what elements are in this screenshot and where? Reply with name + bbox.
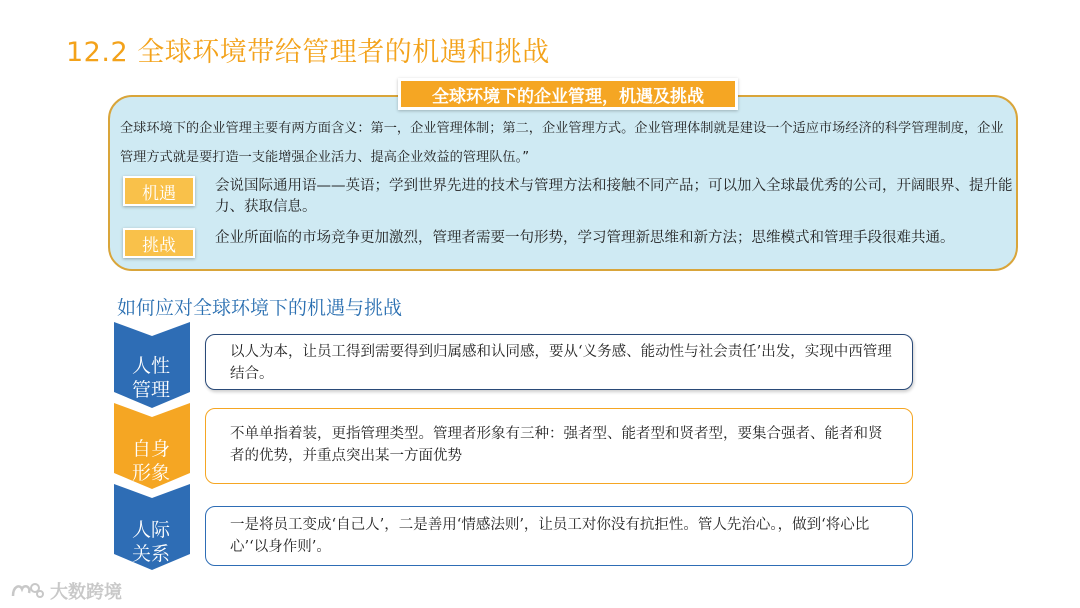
- strategy-box-human: [205, 334, 913, 390]
- panel-header: 全球环境下的企业管理，机遇及挑战: [398, 78, 738, 110]
- watermark-logo-icon: [10, 581, 44, 601]
- opportunity-text: 会说国际通用语——英语；学到世界先进的技术与管理方法和接触不同产品；可以加入全球最优秀的公司，开阔眼界、提升能力、获取信息。: [215, 178, 1013, 215]
- strategy-label-human: 人性 管理: [131, 355, 170, 401]
- strategy-label-relations: 人际 关系: [131, 519, 170, 565]
- challenge-tag: 挑战: [123, 228, 195, 258]
- challenge-text: 企业所面临的市场竞争更加激烈，管理者需要一句形势，学习管理新思维和新方法；思维模式和管理手段很难共通。: [215, 230, 955, 246]
- strategy-box-relations: [205, 506, 913, 566]
- panel-intro-text: 全球环境下的企业管理主要有两方面含义：第一，企业管理体制；第二，企业管理方式。企业管理体制就是建设一个适应市场经济的科学管理制度，企业管理方式就是要打造一支能增强企业活力、提高企业效益的管理队伍。”: [120, 121, 1004, 165]
- watermark-text: 大数跨境: [50, 582, 122, 603]
- slide-title: 12.2 全球环境带给管理者的机遇和挑战: [66, 37, 550, 68]
- strategy-text-human: 以人为本，让员工得到需要得到归属感和认同感，要从‘义务感、能动性与社会责任’出发，实现中西管理结合。: [230, 344, 892, 382]
- strategy-text-relations: 一是将员工变成‘自己人’，二是善用‘情感法则’，让员工对你没有抗拒性。管人先治心。，做到‘将心比心’‘以身作则’。: [230, 517, 870, 555]
- strategies-subtitle: 如何应对全球环境下的机遇与挑战: [117, 297, 403, 319]
- strategy-box-image: [205, 408, 913, 484]
- watermark: [10, 578, 122, 604]
- opportunity-tag: 机遇: [123, 176, 195, 206]
- strategy-label-image: 自身 形象: [131, 438, 170, 484]
- strategy-text-image: 不单单指着装，更指管理类型。管理者形象有三种：强者型、能者型和贤者型，要集合强者、能者和贤者的优势，并重点突出某一方面优势: [230, 426, 883, 464]
